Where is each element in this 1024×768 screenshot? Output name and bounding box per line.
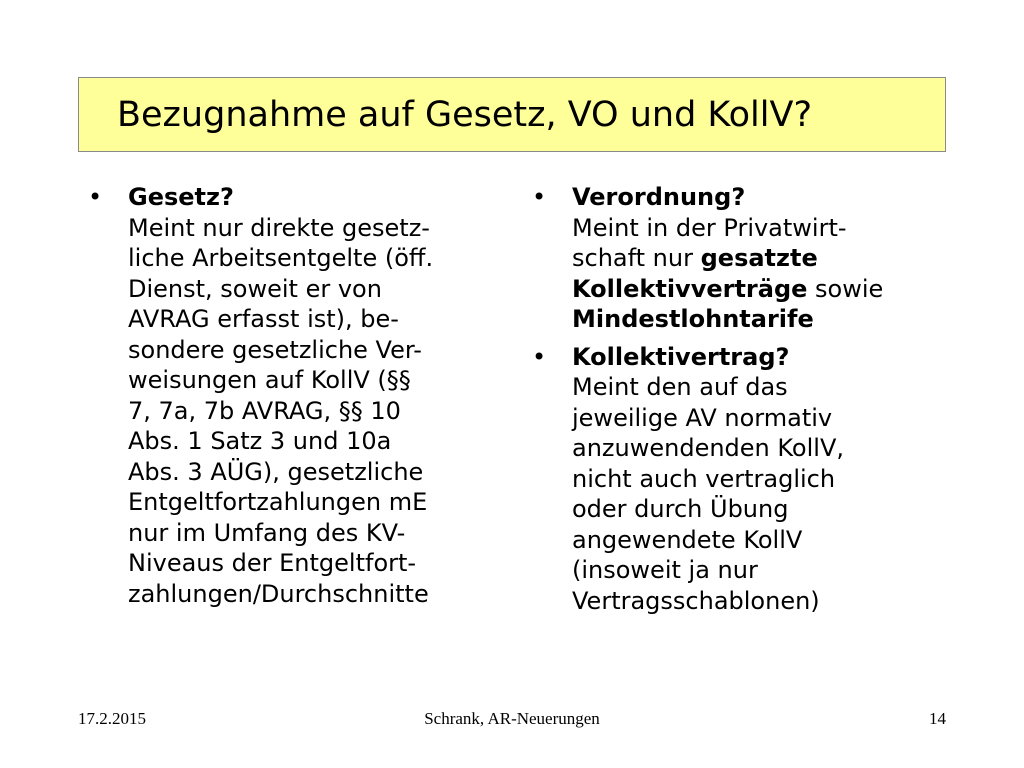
bullet-line: oder durch Übung	[572, 495, 789, 523]
bullet-line: Meint in der Privatwirt-	[572, 213, 847, 242]
bullet-line: 7, 7a, 7b AVRAG, §§ 10	[128, 396, 401, 425]
bullet-kollektivertrag-body	[572, 342, 952, 617]
left-column	[88, 182, 508, 609]
bullet-line: Mindestlohntarife	[572, 305, 814, 333]
slide-title: Bezugnahme auf Gesetz, VO und KollV?	[117, 94, 813, 135]
bullet-line: (insoweit ja nur	[572, 556, 758, 584]
bullet-kollektivertrag	[532, 342, 952, 617]
bullet-line: AVRAG erfasst ist), be-	[128, 305, 399, 333]
bullet-text-bold: Kollektivverträge	[572, 274, 808, 303]
bullet-line: Abs. 3 AÜG), gesetzliche	[128, 457, 424, 486]
bullet-verordnung	[532, 182, 952, 335]
bullet-line: Vertragsschablonen)	[572, 586, 820, 615]
bullet-line: angewendete KollV	[572, 525, 803, 554]
title-box	[78, 77, 946, 152]
footer-date: 17.2.2015	[78, 709, 146, 728]
bullet-line: Meint den auf das	[572, 373, 788, 401]
bullet-dot-icon: •	[532, 183, 547, 211]
bullet-line: liche Arbeitsentgelte (öff.	[128, 244, 434, 272]
bullet-verordnung-body	[572, 182, 952, 335]
bullet-line: Niveaus der Entgeltfort-	[128, 549, 417, 577]
page-number: 14	[929, 709, 946, 728]
bullet-line: Entgeltfortzahlungen mE	[128, 488, 428, 516]
bullet-line: Dienst, soweit er von	[128, 274, 382, 303]
bullet-dot-icon: •	[532, 342, 547, 371]
bullet-line: zahlungen/Durchschnitte	[128, 579, 429, 608]
bullet-gesetz	[88, 182, 508, 609]
bullet-line	[572, 243, 952, 274]
bullet-line: nicht auch vertraglich	[572, 464, 836, 493]
bullet-line: Meint nur direkte gesetz-	[128, 213, 430, 242]
footer-author: Schrank, AR-Neuerungen	[424, 709, 600, 728]
bullet-gesetz-body	[128, 182, 508, 609]
bullet-line: anzuwendenden KollV,	[572, 434, 844, 462]
bullet-line: Abs. 1 Satz 3 und 10a	[128, 427, 392, 455]
bullet-text-bold: gesatzte	[700, 244, 818, 272]
bullet-line: jeweilige AV normativ	[572, 403, 833, 432]
bullet-text: sowie	[807, 274, 884, 303]
bullet-heading: Kollektivertrag?	[572, 342, 790, 371]
bullet-heading: Verordnung?	[572, 183, 746, 211]
bullet-dot-icon: •	[88, 183, 103, 211]
bullet-line: sondere gesetzliche Ver-	[128, 335, 422, 364]
bullet-text: schaft nur	[572, 244, 701, 272]
bullet-heading: Gesetz?	[128, 183, 234, 211]
bullet-line: nur im Umfang des KV-	[128, 518, 406, 547]
right-column	[532, 182, 952, 616]
bullet-line	[572, 274, 952, 305]
bullet-line: weisungen auf KollV (§§	[128, 366, 411, 394]
